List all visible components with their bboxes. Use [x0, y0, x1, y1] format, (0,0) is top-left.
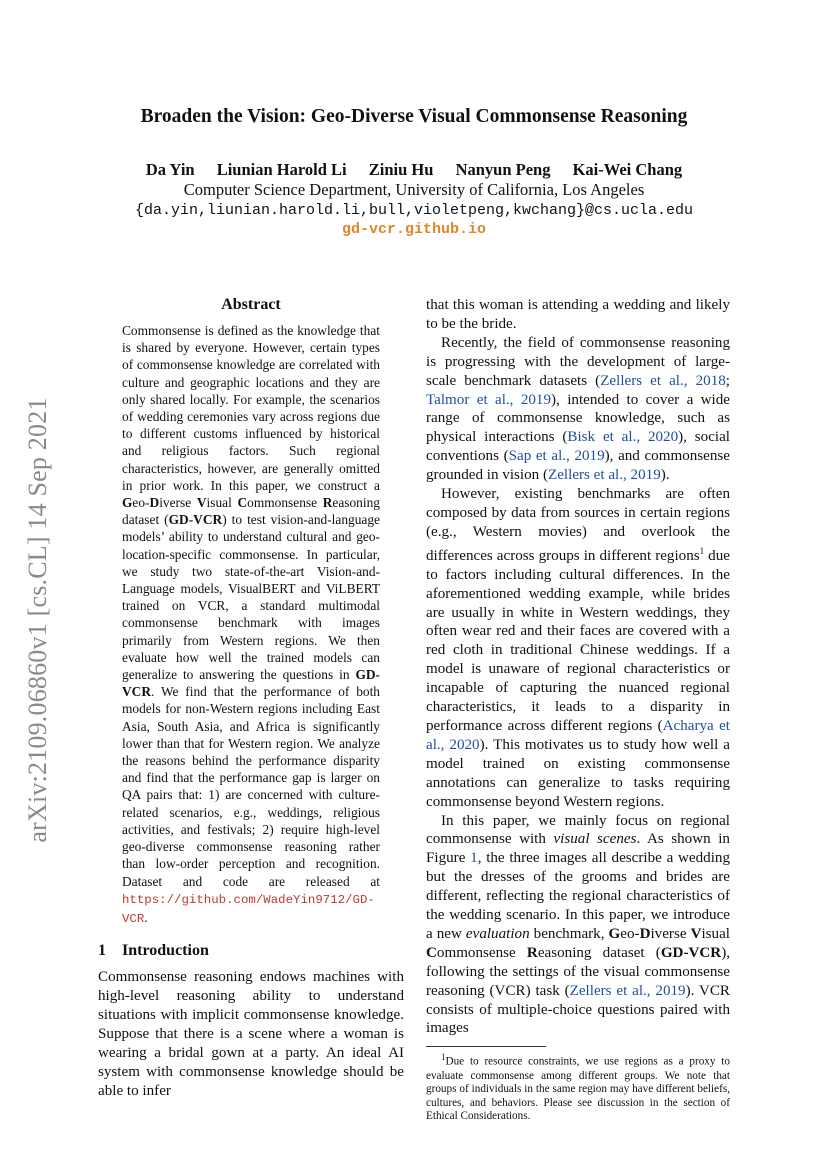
arxiv-sidebar [14, 370, 62, 870]
author-name: Nanyun Peng [455, 160, 551, 179]
citation-link[interactable]: Bisk et al., 2020 [567, 429, 679, 446]
paper-title: Broaden the Vision: Geo-Diverse Visual Commonsense Reasoning [140, 106, 688, 127]
author-name: Da Yin [145, 160, 195, 179]
right-column [426, 296, 730, 1124]
citation-link[interactable]: Zellers et al., 2019 [548, 467, 661, 484]
affiliation: Computer Science Department, University of California, Los Angeles [183, 180, 645, 199]
intro-paragraph-2: Recently, the field of commonsense reasoning is progressing with the development of large-scale benchmark datasets (Zellers et al., 2018; Talmor et al., 2019), intended to cover a wide range of commonsense knowledge, such as physical interactions (Bisk et al., 2020), social conventions (Sap et al., 2019), and commonsense grounded in vision (Zellers et al., 2019). [426, 334, 730, 484]
section-heading-introduction: 1 Introduction [98, 942, 209, 960]
author-name: Liunian Harold Li [216, 160, 347, 179]
arxiv-identifier: arXiv:2109.06860v1 [cs.CL] 14 Sep 2021 [23, 397, 52, 843]
github-link[interactable]: https://github.com/WadeYin9712/GD-VCR [122, 892, 375, 926]
intro-paragraph-1-start: Commonsense reasoning endows machines with high-level reasoning ability to understand situations with implicit commonsense knowledge. Suppose that there is a scene where a woman is wearing a bridal gown at a party. An ideal AI system with commonsense knowledge should be able to infer [98, 969, 404, 1099]
project-website-link[interactable]: gd-vcr.github.io [341, 221, 487, 238]
figure-link[interactable]: 1 [470, 850, 478, 867]
author-name: Kai-Wei Chang [572, 160, 683, 179]
intro-paragraph-4: In this paper, we mainly focus on regional commonsense with visual scenes. As shown in Figure 1, the three images all describe a wedding but the dresses of the grooms and brides are different, reflecting the regional characteristics of the wedding scenario. In this paper, we introduce a new evaluation benchmark, Geo-Diverse Visual Commonsense Reasoning dataset (GD-VCR), following the settings of the visual commonsense reasoning (VCR) task (Zellers et al., 2019). VCR consists of multiple-choice questions paired with images [426, 812, 730, 1037]
citation-link[interactable]: Zellers et al., 2018 [600, 372, 726, 389]
left-column [98, 296, 404, 1100]
author-list [0, 160, 828, 180]
abstract-body: Commonsense is defined as the knowledge that is shared by everyone. However, certain types of commonsense knowledge are correlated with culture and geographic locations and they are only shared locally. For example, the scenarios of wedding ceremonies vary across regions due to different customs influenced by historical and religious factors. Such regional characteristics, however, are generally omitted in prior work. In this paper, we construct a Geo-Diverse Visual Commonsense Reasoning dataset (GD-VCR) to test vision-and-language models’ ability to understand cultural and geo-location-specific commonsense. In particular, we study two state-of-the-art Vision-and-Language models, VisualBERT and ViLBERT trained on VCR, a standard multimodal commonsense benchmark with images primarily from Western regions. We then evaluate how well the trained models can generalize to answering the questions in GD-VCR. We find that the performance of both models for non-Western regions including East Asia, South Asia, and Africa is significantly lower than that for Western region. We analyze the reasons behind the performance disparity and find that the performance gap is larger on QA pairs that: 1) are concerned with culture-related scenarios, e.g., weddings, religious activities, and festivals; 2) require high-level geo-diverse commonsense reasoning rather than low-order perception and recognition. Dataset and code are released at https://github.com/WadeYin9712/GD-VCR. [122, 323, 380, 926]
intro-paragraph-3: However, existing benchmarks are often composed by data from sources in certain regions (e.g., Western movies) and overlook the differences across groups in different regions$^1$ due to factors including cultural differences. In the aforementioned wedding example, while brides are usually in white in Western weddings, they often wear red and their faces are covered with a red cloth in traditional Chinese weddings. If a model is unaware of regional characteristics or incapable of capturing the nuanced regional characteristics, it leads to a disparity in performance across different regions (Acharya et al., 2020). This motivates us to study how well a model trained on existing commonsense annotations can generalize to tasks requiring commonsense beyond Western regions. [426, 486, 730, 810]
footnote-marker[interactable]: 1 [699, 545, 705, 556]
intro-paragraph-1-end: that this woman is attending a wedding and likely to be the bride. [426, 297, 730, 332]
footnote: $^1$Due to resource constraints, we use regions as a proxy to evaluate commonsense among different groups. We note that groups of individuals in the same region may have different beliefs, cultures, and behaviors. Please see discussion in the section of Ethical Considerations. [426, 1052, 730, 1123]
citation-link[interactable]: Zellers et al., 2019 [569, 982, 686, 999]
citation-link[interactable]: Acharya et al., 2020 [426, 717, 730, 753]
abstract-heading: Abstract [221, 296, 281, 313]
citation-link[interactable]: Talmor et al., 2019 [426, 391, 552, 408]
footnote-divider [426, 1046, 546, 1047]
author-emails: {da.yin,liunian.harold.li,bull,violetpeng,kwchang}@cs.ucla.edu [134, 202, 694, 219]
citation-link[interactable]: Sap et al., 2019 [508, 448, 605, 465]
author-name: Ziniu Hu [368, 160, 434, 179]
